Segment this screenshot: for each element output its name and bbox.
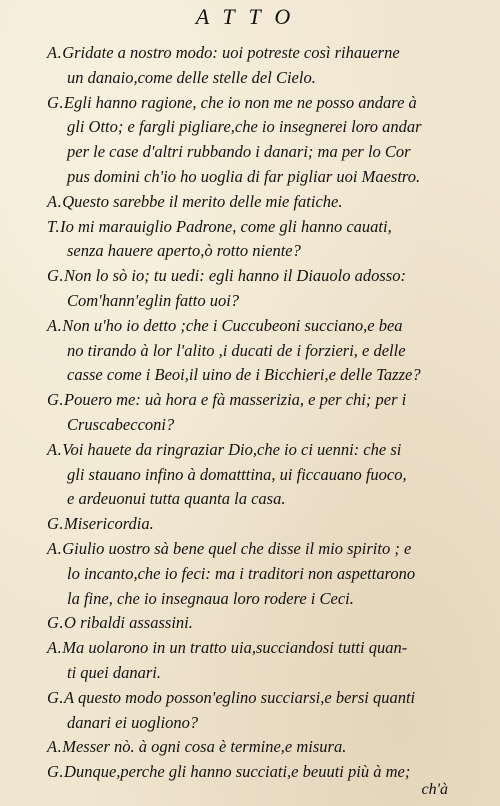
line-text: ti quei danari. — [67, 663, 161, 682]
continuation-line — [67, 67, 316, 89]
line-text: Messer nò. à ogni cosa è termine,e misura. — [62, 737, 347, 757]
speech-line — [47, 216, 392, 238]
line-text: Cruscabecconi? — [67, 415, 175, 434]
line-text: Giulio uostro sà bene quel che disse il mio spirito ; e — [62, 539, 412, 558]
speech-line — [47, 513, 154, 535]
line-text: gli Otto; e fargli pigliare,che io insegnerei loro andar — [67, 117, 422, 137]
continuation-line — [67, 464, 407, 486]
speech-line — [47, 538, 411, 560]
speech-line — [47, 687, 415, 709]
running-head: ATTO — [195, 4, 305, 29]
line-text: lo incanto,che io feci: ma i traditori non aspettarono — [67, 563, 416, 583]
line-text: A questo modo posson'eglino succiarsi,e bersi quanti — [64, 687, 416, 707]
line-text: Pouero me: uà hora e fà masserizia, e per chi; per i — [64, 390, 407, 410]
speaker-label: G. — [47, 92, 65, 112]
speech-line — [47, 265, 406, 287]
continuation-line — [67, 414, 174, 436]
catchword: ch'à — [421, 781, 448, 798]
continuation-line — [67, 166, 420, 188]
continuation-line — [67, 116, 422, 138]
line-text: un danaio,come delle stelle del Cielo. — [67, 67, 316, 87]
line-text: Non lo sò io; tu uedi: egli hanno il Diauolo adosso: — [64, 266, 406, 286]
line-text: Voi hauete da ringraziar Dio,che io ci uenni: che si — [62, 439, 402, 459]
continuation-line — [67, 588, 354, 610]
continuation-line — [67, 340, 406, 362]
continuation-line — [67, 141, 411, 163]
line-text: e ardeuonui tutta quanta la casa. — [67, 489, 286, 509]
continuation-line — [67, 563, 415, 585]
line-text: pus domini ch'io ho uoglia di far pigliar uoi Maestro. — [67, 167, 421, 186]
speech-line — [47, 389, 406, 411]
line-text: Questo sarebbe il merito delle mie fatiche. — [62, 191, 343, 211]
line-text: per le case d'altri rubbando i danari; ma per lo Cor — [67, 142, 411, 162]
line-text: senza hauere aperto,ò rotto niente? — [67, 241, 301, 261]
continuation-line — [67, 364, 421, 386]
speaker-label: A. — [47, 539, 63, 558]
continuation-line — [67, 240, 301, 262]
speech-line — [47, 612, 193, 634]
speech-line — [47, 42, 400, 64]
speaker-label: G. — [47, 687, 65, 707]
speaker-label: G. — [47, 266, 65, 286]
speaker-label: G. — [47, 762, 65, 782]
line-text: Ma uolarono in un tratto uia,succiandosi tutti quan- — [62, 638, 408, 658]
line-text: Com'hann'eglin fatto uoi? — [67, 291, 240, 310]
speech-line — [47, 439, 401, 461]
speaker-label: A. — [47, 315, 63, 335]
line-text: Gridate a nostro modo: uoi potreste così rihauerne — [62, 43, 400, 62]
speech-line — [47, 92, 417, 114]
continuation-line — [67, 662, 161, 684]
speaker-label: A. — [47, 737, 63, 757]
speaker-label: T. — [47, 216, 61, 236]
line-text: la fine, che io insegnaua loro rodere i Ceci. — [67, 588, 354, 608]
speaker-label: G. — [47, 613, 65, 633]
speech-line — [47, 761, 410, 783]
line-text: no tirando à lor l'alito ,i ducati de i forzieri, e delle — [67, 340, 406, 360]
line-text: Dunque,perche gli hanno succiati,e beuuti più à me; — [64, 762, 411, 782]
line-text: danari ei uogliono? — [67, 712, 199, 732]
continuation-line — [67, 488, 285, 510]
line-text: gli stauano infino à domatttina, ui ficcauano fuoco, — [67, 464, 407, 484]
line-text: Misericordia. — [64, 514, 154, 534]
speaker-label: A. — [47, 191, 63, 211]
speaker-label: G. — [47, 390, 65, 410]
line-text: O ribaldi assassini. — [64, 613, 193, 633]
line-text: casse come i Beoi,il uino de i Bicchieri,e delle Tazze? — [67, 365, 421, 385]
line-text: Egli hanno ragione, che io non me ne posso andare à — [64, 92, 417, 112]
line-text: Non u'ho io detto ;che i Cuccubeoni succiano,e bea — [62, 315, 403, 335]
speech-line — [47, 637, 407, 659]
speaker-label: G. — [47, 514, 65, 534]
speaker-label: A. — [47, 439, 63, 459]
speech-line — [47, 736, 346, 758]
continuation-line — [67, 290, 239, 312]
speech-line — [47, 315, 403, 337]
continuation-line — [67, 712, 198, 734]
speaker-label: A. — [47, 638, 63, 658]
speaker-label: A. — [47, 43, 63, 62]
speech-line — [47, 191, 343, 213]
line-text: Io mi marauiglio Padrone, come gli hanno cauati, — [60, 216, 392, 236]
